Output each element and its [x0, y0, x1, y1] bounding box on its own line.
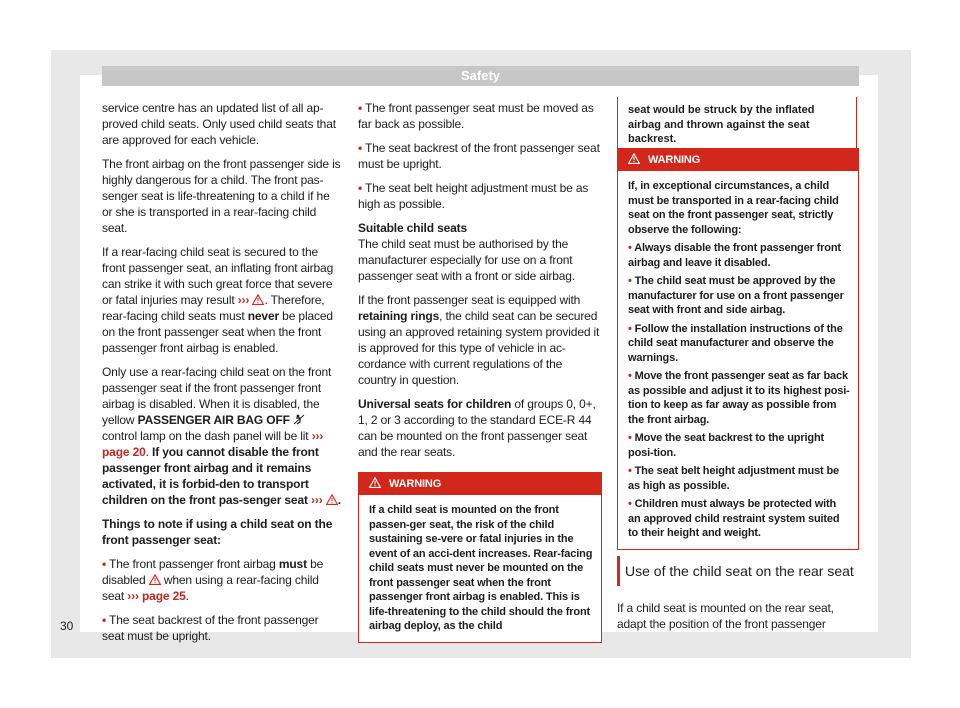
bullet-icon: •: [628, 322, 632, 335]
column-3: [617, 148, 859, 550]
text: If a rear-facing child seat is secured to the front passenger seat, an inflating front airbag can strike it with such great force that severe or fatal injuries may result: [102, 245, 334, 307]
warning-continuation: seat would be struck by the inflated airbag and thrown against the seat backrest.: [617, 97, 857, 156]
paragraph: [102, 244, 342, 356]
sub-heading: Suitable child seats: [358, 221, 468, 235]
bullet-icon: •: [628, 370, 632, 382]
warning-triangle-icon: [149, 574, 161, 585]
text: .: [185, 589, 189, 603]
warning-triangle-icon: [628, 153, 640, 164]
text: The seat belt height adjustment must be as high as possible.: [628, 465, 840, 492]
list-item: [628, 464, 850, 493]
list-item: [628, 369, 850, 427]
column-2: [358, 100, 602, 643]
text: The front passenger seat must be moved as far back as possible.: [358, 101, 594, 131]
list-item: [102, 556, 342, 604]
column-1: [102, 100, 342, 652]
warning-label: WARNING: [648, 154, 701, 166]
paragraph: The child seat must be authorised by the manufacturer especially for use on a front passenger seat with a front or side airbag.: [358, 237, 576, 283]
text: , the child seat can be secured using an approved retaining system provided it is approved for this type of vehicle in ac-cordance with current regulations of the country in question.: [358, 309, 600, 387]
text: The front passenger front airbag: [109, 557, 279, 571]
emphasis: Universal seats for children: [358, 397, 512, 411]
bullet-icon: •: [628, 275, 632, 287]
bullet-icon: •: [628, 432, 632, 444]
text: be disabled: [102, 557, 324, 587]
paragraph: The front airbag on the front passenger side is highly dangerous for a child. The front pas-senger seat is life-threatening to a child if he or she is transported in a rear-facing child seat.: [102, 157, 341, 235]
control-lamp-label: PASSENGER AIR BAG OFF: [137, 413, 290, 427]
text: The child seat must be approved by the manufacturer for use on a front passenger seat with front and side airbag.: [628, 275, 844, 316]
text: control lamp on the dash panel will be lit: [102, 429, 312, 443]
page-reference-link[interactable]: ››› page 25: [127, 589, 186, 603]
bullet-icon: •: [102, 557, 107, 571]
text: Only use a rear-facing child seat on the front passenger seat if the front passenger front airbag is disabled. When it is disabled, the yellow: [102, 365, 332, 427]
reference-arrow[interactable]: ›››: [307, 493, 323, 507]
column-3-tail: [617, 600, 859, 640]
page-reference-link[interactable]: ››› page 20: [102, 429, 324, 459]
accent-bar: [617, 556, 620, 586]
reference-arrow[interactable]: ›››: [237, 293, 250, 307]
paragraph: [358, 396, 602, 460]
warning-body: [618, 171, 858, 549]
emphasis: must: [278, 557, 307, 571]
text: . Therefore, rear-facing child seats must: [102, 293, 325, 323]
text: Always disable the front passenger front airbag and leave it disabled.: [628, 242, 841, 269]
text: be placed on the front passenger seat when the front passenger front airbag is enabled.: [102, 309, 333, 355]
section-heading: [617, 556, 859, 586]
warning-triangle-icon: [369, 477, 381, 488]
warning-header: [618, 149, 858, 171]
paragraph: Only use a rear-facing child seat on the front passenger seat if the front passenger front airbag is disabled. When it is disabled, the yellow PASSENGER AIR BAG OFF control lamp on the dash panel will be lit ››› page 20. If you cannot disable the front passenger front airbag and it remains activated, it is forbid-den to transport children on the front pas-senger seat ››› .: [102, 365, 341, 507]
text: The seat backrest of the front passenger seat must be upright.: [358, 141, 600, 171]
warning-triangle-icon: [252, 294, 264, 305]
list-item: [628, 241, 850, 270]
list-item: [628, 322, 850, 366]
list-item: [628, 497, 850, 541]
warning-box: [358, 472, 602, 643]
list-item: [358, 180, 602, 212]
list-item: [358, 140, 602, 172]
section-header: Safety: [102, 66, 859, 86]
text: The seat backrest of the front passenger seat must be upright.: [102, 613, 319, 643]
bullet-icon: •: [358, 101, 363, 115]
bullet-icon: •: [358, 141, 363, 155]
warning-box: [617, 148, 859, 550]
page-number: 30: [60, 619, 74, 633]
text: when using a rear-facing child seat: [102, 573, 319, 603]
warning-header: [359, 473, 601, 495]
list-item: [628, 274, 850, 318]
emphasis: If you cannot disable the front passenger front airbag and it remains activated, it is forbid-den to transport children on the front pas-senger seat: [102, 445, 319, 507]
warning-label: WARNING: [389, 478, 442, 490]
text: The seat belt height adjustment must be as high as possible.: [358, 181, 589, 211]
warning-body: If a child seat is mounted on the front passen-ger seat, the risk of the child sustaining se-vere or fatal injuries in the event of an acci-dent increases. Rear-facing child seats must never be mounted on the front passenger seat when the front passenger front airbag is enabled. This is life-threatening to the child should the front airbag deploy, as the child: [369, 504, 593, 632]
bullet-icon: •: [358, 181, 363, 195]
list-item: [102, 612, 342, 644]
bullet-icon: •: [628, 498, 632, 510]
list-item: [628, 431, 850, 460]
text: Follow the installation instructions of the child seat manufacturer and observe the warnings.: [628, 322, 843, 364]
emphasis: never: [247, 309, 279, 323]
text: Move the front passenger seat as far back as possible and adjust it to its highest posi-tion to keep as far away as possible from the front airbag.: [628, 370, 850, 426]
text: of groups 0, 0+, 1, 2 or 3 according to the standard ECE-R 44 can be mounted on the front passenger seat and the rear seats.: [358, 397, 596, 459]
list-item: [358, 100, 602, 132]
warning-intro: If, in exceptional circumstances, a child must be transported in a rear-facing child seat on the front passenger seat, strictly observe the following:: [628, 180, 839, 236]
text: Move the seat backrest to the upright posi-tion.: [628, 432, 825, 459]
bullet-icon: •: [628, 242, 632, 254]
paragraph: service centre has an updated list of all ap-proved child seats. Only used child seats that are approved for each vehicle.: [102, 101, 336, 147]
paragraph: [358, 292, 602, 388]
airbag-off-icon: [293, 414, 305, 425]
text: Children must always be protected with an approved child restraint system suited to their height and weight.: [628, 498, 840, 539]
emphasis: retaining rings: [358, 309, 440, 323]
warning-triangle-icon: [326, 494, 338, 505]
bullet-icon: •: [628, 465, 632, 477]
section-title: Use of the child seat on the rear seat: [625, 563, 854, 579]
bullet-icon: •: [102, 613, 107, 627]
text: If the front passenger seat is equipped with: [358, 293, 581, 307]
text: .: [145, 445, 153, 459]
sub-heading: Things to note if using a child seat on the front passenger seat:: [102, 517, 333, 547]
paragraph: If a child seat is mounted on the rear seat, adapt the position of the front passenger: [617, 601, 834, 631]
